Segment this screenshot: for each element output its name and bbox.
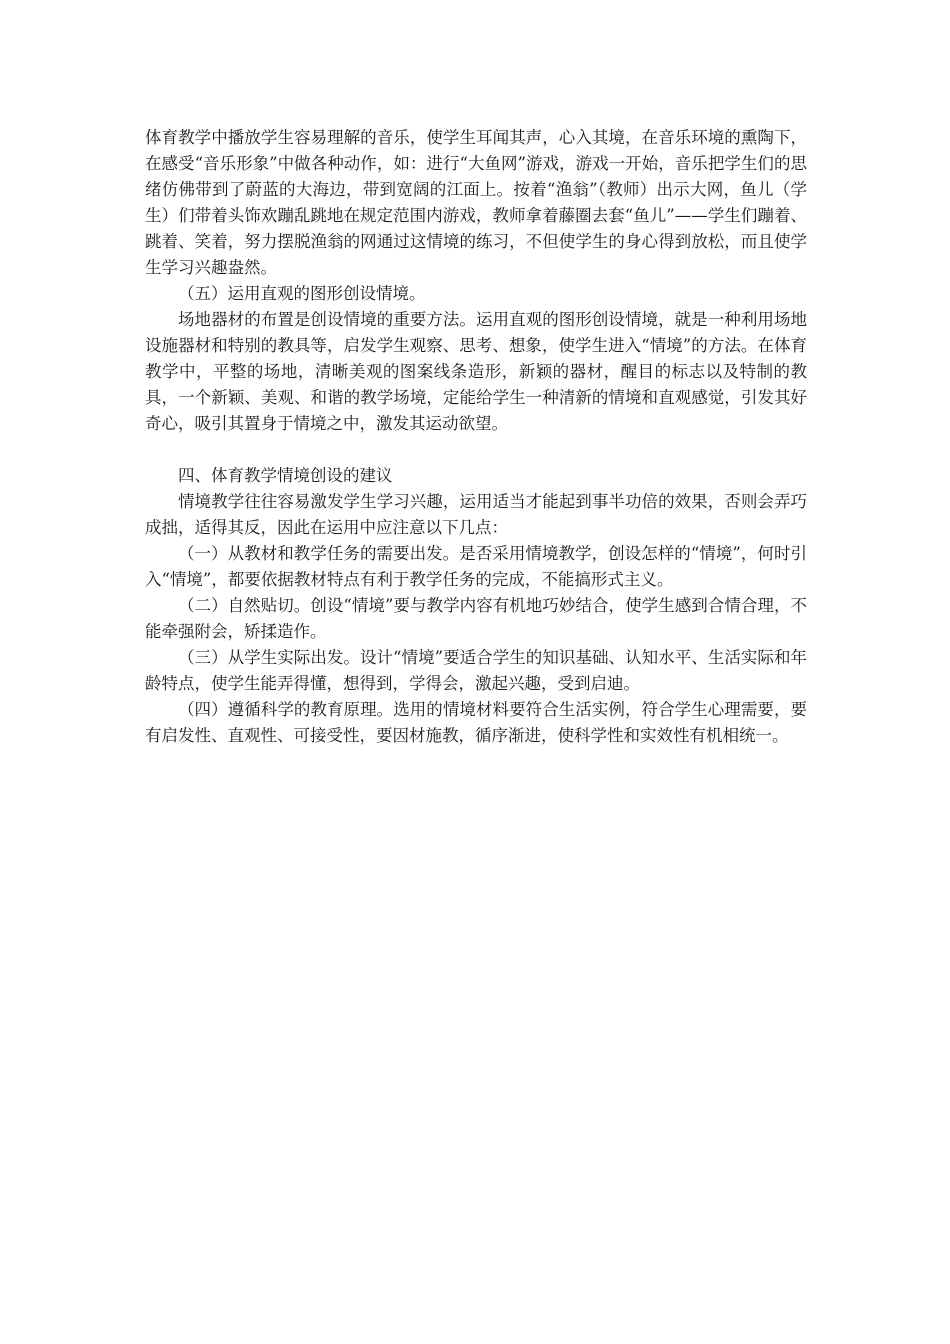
section-heading-four: 四、体育教学情境创设的建议 [178,466,393,485]
paragraph-graphics: 场地器材的布置是创设情境的重要方法。运用直观的图形创设情境，就是一种利用场地设施器材和特别的教具等，启发学生观察、思考、想象，使学生进入“情境”的方法。在体育教学中，平整的场地，清晰美观的图案线条造形，新颖的器材，醒目的标志以及特制的教具，一个新颖、美观、和谐的教学场境，定能给学生一种清新的情境和直观感觉，引发其好奇心，吸引其置身于情境之中，激发其运动欲望。 [145,310,807,433]
paragraph-music-game: 体育教学中播放学生容易理解的音乐，使学生耳闻其声，心入其境，在音乐环境的熏陶下，在感受“音乐形象”中做各种动作，如：进行“大鱼网”游戏，游戏一开始，音乐把学生们的思绪仿佛带到了蔚蓝的大海边，带到宽阔的江面上。按着“渔翁”（教师）出示大网，鱼儿（学生）们带着头饰欢蹦乱跳地在规定范围内游戏，教师拿着藤圈去套“鱼儿”——学生们蹦着、跳着、笑着，努力摆脱渔翁的网通过这情境的练习，不但使学生的身心得到放松，而且使学生学习兴趣盎然。 [145,128,807,277]
list-item-three: （三）从学生实际出发。设计“情境”要适合学生的知识基础、认知水平、生活实际和年龄特点，使学生能弄得懂，想得到，学得会，激起兴趣，受到启迪。 [145,648,807,693]
list-item-four: （四）遵循科学的教育原理。选用的情境材料要符合生活实例，符合学生心理需要，要有启发性、直观性、可接受性，要因材施教，循序渐进，使科学性和实效性有机相统一。 [145,700,807,745]
document-body [145,125,807,749]
list-item-two: （二）自然贴切。创设“情境”要与教学内容有机地巧妙结合，使学生感到合情合理，不能牵强附会，矫揉造作。 [145,596,807,641]
list-item-one: （一）从教材和教学任务的需要出发。是否采用情境教学，创设怎样的“情境”，何时引入“情境”，都要依据教材特点有利于教学任务的完成，不能搞形式主义。 [145,544,807,589]
subheading-five: （五）运用直观的图形创设情境。 [178,284,426,303]
paragraph-intro-suggestions: 情境教学往往容易激发学生学习兴趣，运用适当才能起到事半功倍的效果，否则会弄巧成拙，适得其反，因此在运用中应注意以下几点： [145,492,807,537]
paragraph-spacer [145,437,807,463]
